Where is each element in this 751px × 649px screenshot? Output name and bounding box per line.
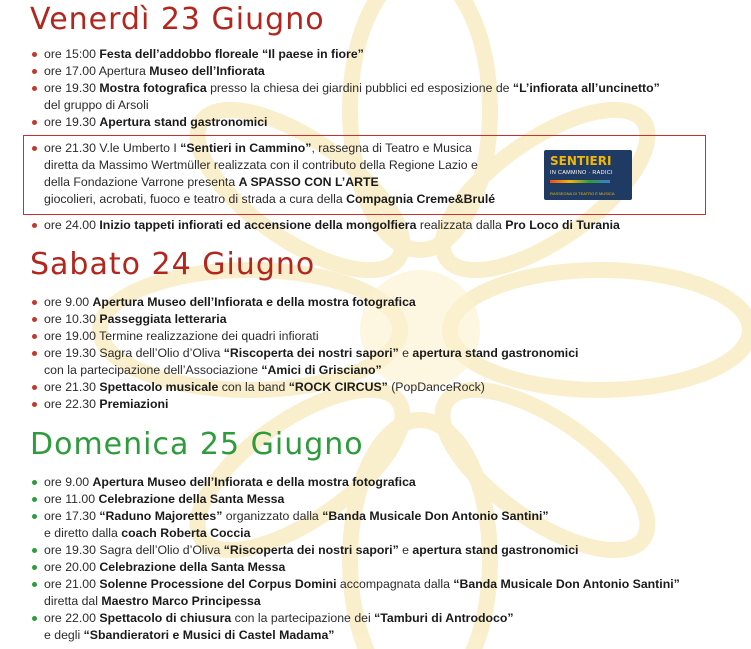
bullet-icon <box>32 300 37 305</box>
list-item: ore 22.00 Spettacolo di chiusura con la partecipazione dei “Tamburi di Antrodoco” e degli “Sbandieratori e Musici di Castel Madama” <box>30 610 730 644</box>
bullet-icon <box>32 385 37 390</box>
bullet-icon <box>32 86 37 91</box>
list-item: ore 19.30 Sagra dell’Olio d’Oliva “Riscoperta dei nostri sapori” e apertura stand gastronomici <box>30 542 730 559</box>
bullet-icon <box>32 548 37 553</box>
list-item: ore 19.30 Mostra fotografica presso la chiesa dei giardini pubblici ed esposizione de “L’infiorata all’uncinetto” del gruppo di Arsoli <box>30 80 730 114</box>
day-title-saturday: Sabato 24 Giugno <box>30 247 316 282</box>
event-list-friday <box>30 46 730 131</box>
list-item: ore 15:00 Festa dell’addobbo floreale “Il paese in fiore” <box>30 46 730 63</box>
list-item: ore 21.30 Spettacolo musicale con la band “ROCK CIRCUS” (PopDanceRock) <box>30 379 730 396</box>
list-item: ore 9.00 Apertura Museo dell’Infiorata e della mostra fotografica <box>30 474 730 491</box>
bullet-icon <box>32 402 37 407</box>
bullet-icon <box>32 565 37 570</box>
bullet-icon <box>32 223 37 228</box>
bullet-icon <box>32 480 37 485</box>
list-item: ore 19.00 Termine realizzazione dei quadri infiorati <box>30 328 730 345</box>
list-item: ore 10.30 Passeggiata letteraria <box>30 311 730 328</box>
list-item: ore 9.00 Apertura Museo dell’Infiorata e della mostra fotografica <box>30 294 730 311</box>
list-item-continuation: giocolieri, acrobati, fuoco e teatro di strada a cura della Compagnia Creme&Brulé <box>44 192 496 206</box>
list-item: ore 19.30 Sagra dell’Olio d’Oliva “Riscoperta dei nostri sapori” e apertura stand gastronomici con la partecipazione dell’Associazione “Amici di Grisciano” <box>30 345 730 379</box>
event-list-saturday <box>30 294 730 413</box>
event-list-sunday <box>30 474 730 644</box>
list-item: ore 19.30 Apertura stand gastronomici <box>30 114 730 131</box>
sentieri-logo: SENTIERI IN CAMMINO · RADICI RASSEGNA DI TEATRO E MUSICA <box>544 150 632 200</box>
bullet-icon <box>32 514 37 519</box>
list-item-continuation: della Fondazione Varrone presenta A SPASSO CON L’ARTE <box>44 175 379 189</box>
event-list-friday-end <box>30 217 730 234</box>
bullet-icon <box>32 497 37 502</box>
list-item: ore 17.30 “Raduno Majorettes” organizzato dalla “Banda Musicale Don Antonio Santini” e diretto dalla coach Roberta Coccia <box>30 508 730 542</box>
bullet-icon <box>32 351 37 356</box>
list-item: ore 20.00 Celebrazione della Santa Messa <box>30 559 730 576</box>
bullet-icon <box>32 582 37 587</box>
day-title-friday: Venerdì 23 Giugno <box>30 2 325 37</box>
list-item: ore 24.00 Inizio tappeti infiorati ed accensione della mongolfiera realizzata dalla Pro Loco di Turania <box>30 217 730 234</box>
list-item: ore 21.00 Solenne Processione del Corpus Domini accompagnata dalla “Banda Musicale Don Antonio Santini” diretta dal Maestro Marco Principessa <box>30 576 730 610</box>
bullet-icon <box>32 334 37 339</box>
bullet-icon <box>32 616 37 621</box>
list-item: ore 21.30 V.le Umberto I “Sentieri in Cammino”, rassegna di Teatro e Musica <box>30 140 730 157</box>
bullet-icon <box>32 146 37 151</box>
logo-stripe <box>550 180 610 183</box>
bullet-icon <box>32 69 37 74</box>
list-item: ore 11.00 Celebrazione della Santa Messa <box>30 491 730 508</box>
list-item: ore 17.00 Apertura Museo dell’Infiorata <box>30 63 730 80</box>
day-title-sunday: Domenica 25 Giugno <box>30 427 364 462</box>
list-item-continuation: diretta da Massimo Wertmüller realizzata con il contributo della Regione Lazio e <box>44 158 478 172</box>
bullet-icon <box>32 120 37 125</box>
bullet-icon <box>32 52 37 57</box>
bullet-icon <box>32 317 37 322</box>
list-item: ore 22.30 Premiazioni <box>30 396 730 413</box>
